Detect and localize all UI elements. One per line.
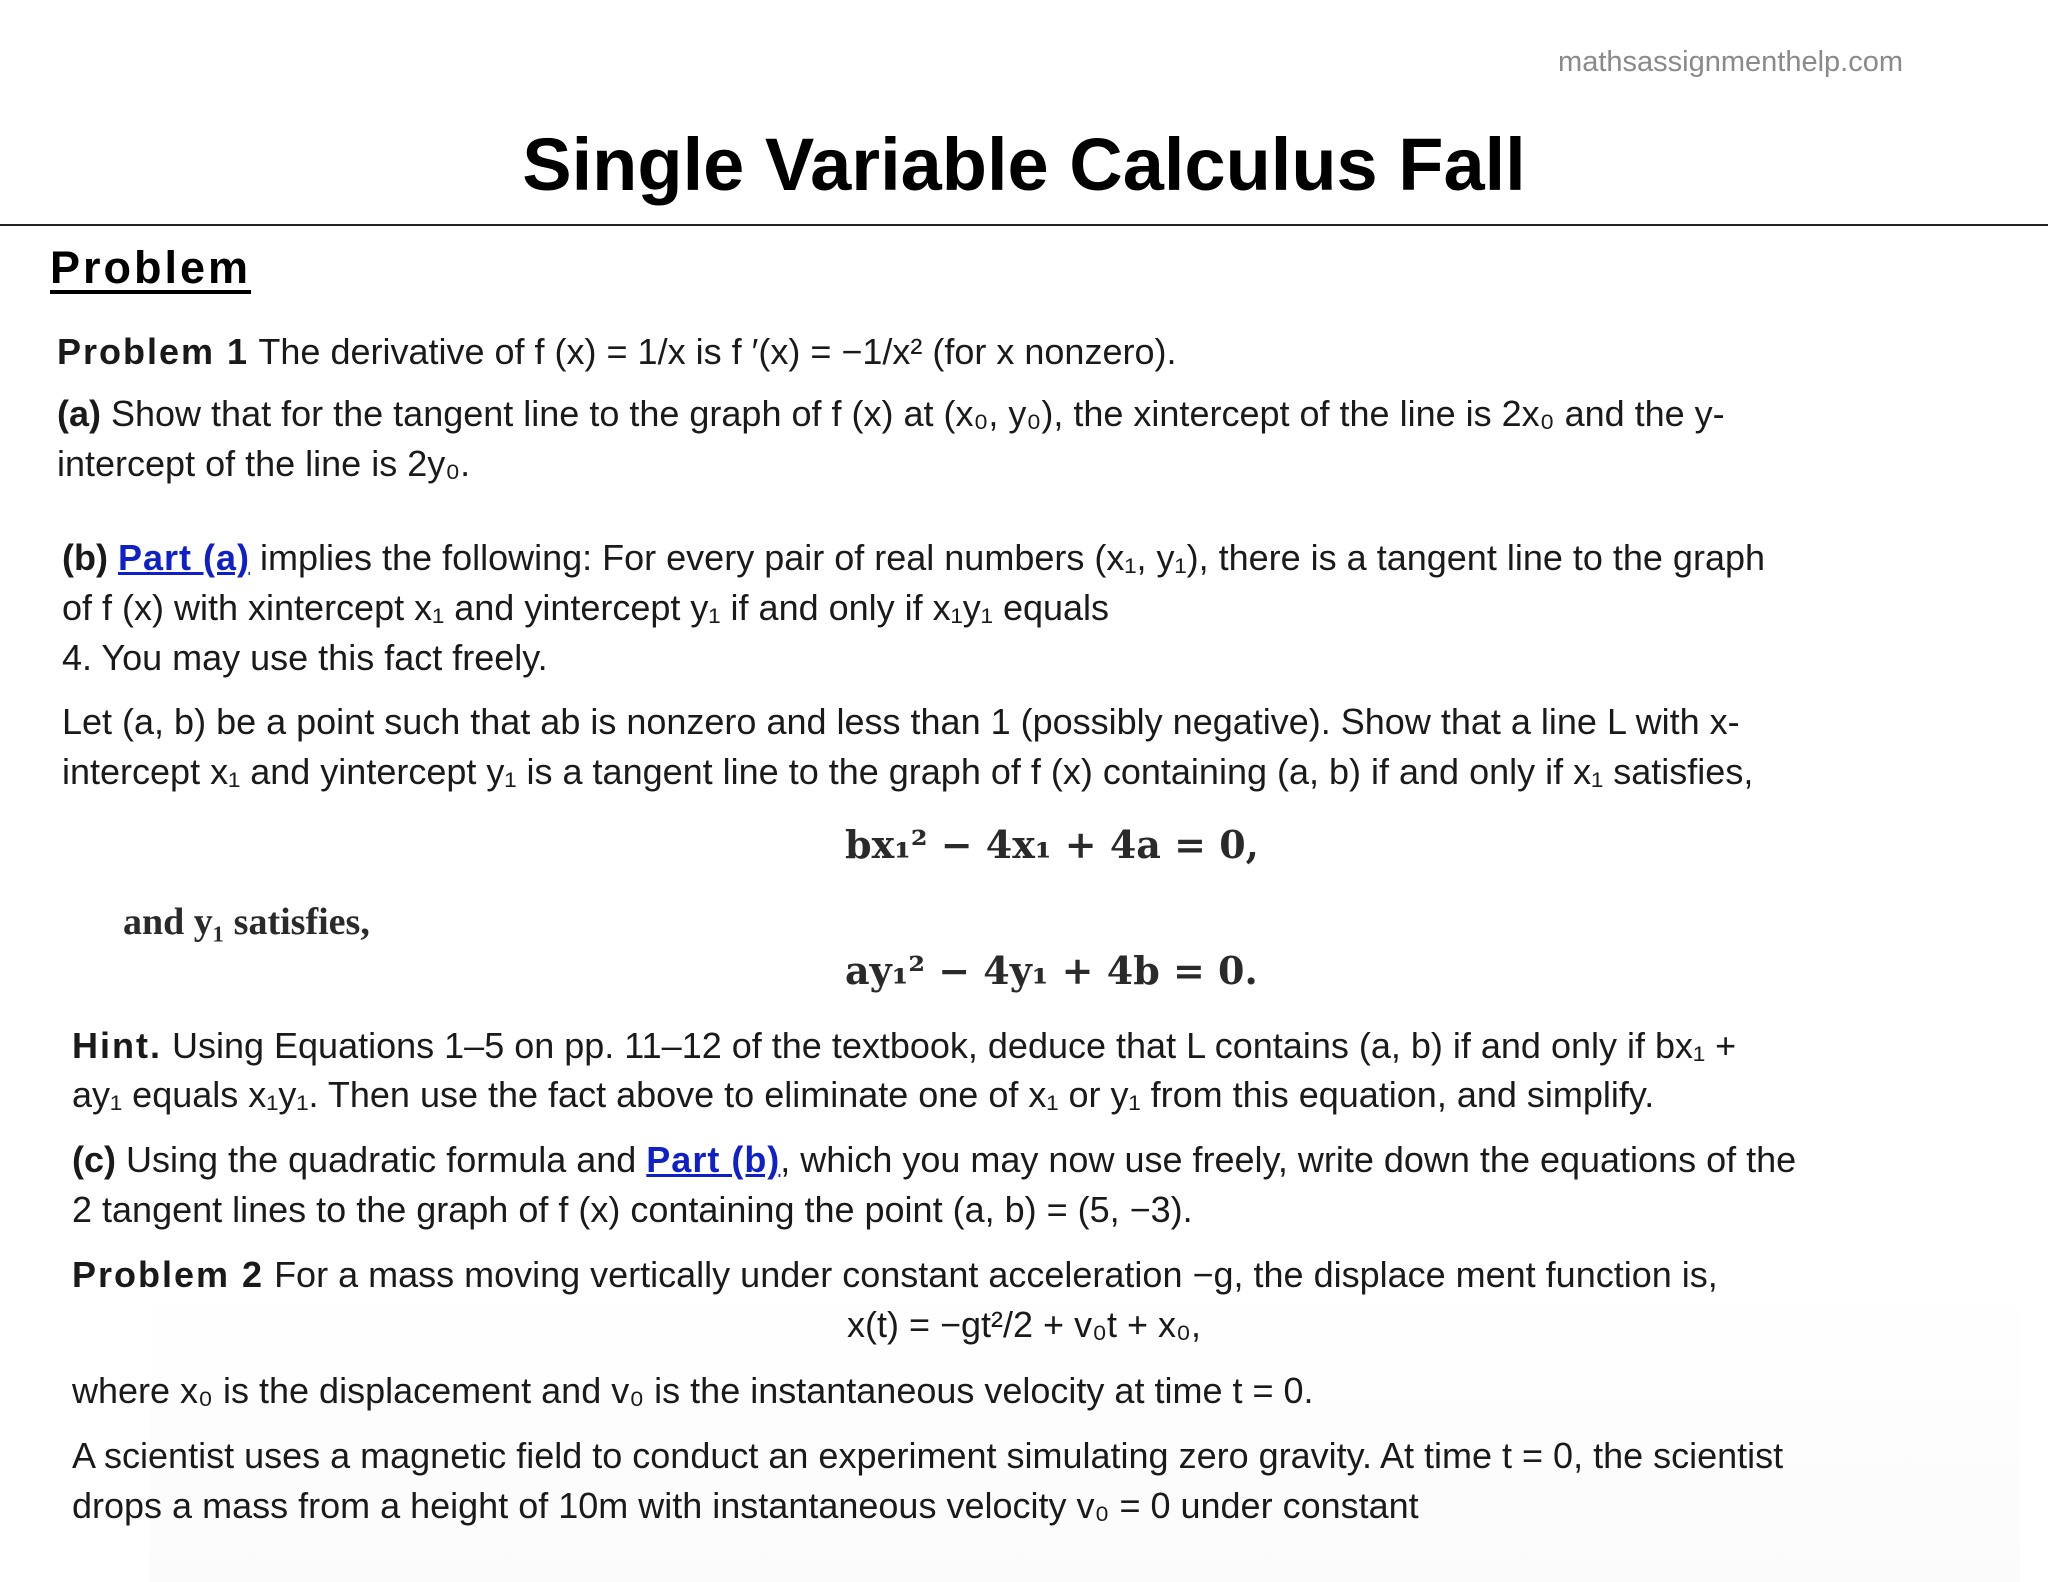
part-c-label: (c) (72, 1139, 116, 1180)
part-b-link[interactable]: Part (b) (646, 1139, 781, 1180)
part-b-label: (b) (62, 537, 118, 578)
part-c-line-2: 2 tangent lines to the graph of f (x) containing the point (a, b) = (5, −3). (72, 1189, 1193, 1230)
scientist-line-1: A scientist uses a magnetic field to conduct an experiment simulating zero gravity. At time t = 0, the scientist (72, 1435, 1784, 1476)
problem-2-text: For a mass moving vertically under constant acceleration −g, the displace ment function is, (264, 1254, 1718, 1295)
equation-y1: ay₁² − 4y₁ + 4b = 0. (845, 948, 1258, 993)
title-divider (0, 224, 2048, 226)
part-a-text-1: Show that for the tangent line to the graph of f (x) at (x₀, y₀), the xintercept of the line is 2x₀ and the y- (101, 393, 1725, 434)
problem-1-line (57, 328, 1176, 376)
hint-line-2: ay₁ equals x₁y₁. Then use the fact above to eliminate one of x₁ or y₁ from this equation, and simplify. (72, 1074, 1655, 1115)
problem-1-label: Problem 1 (57, 331, 250, 372)
scientist-line-2: drops a mass from a height of 10m with instantaneous velocity v₀ = 0 under constant (72, 1485, 1419, 1526)
equation-x1: bx₁² − 4x₁ + 4a = 0, (845, 822, 1259, 867)
watermark: mathsassignmenthelp.com (1558, 46, 1903, 78)
hint-text-1: Using Equations 1–5 on pp. 11–12 of the textbook, deduce that L contains (a, b) if and only if bx₁ + (161, 1025, 1737, 1066)
and-y1-text: and y₁ satisfies, (123, 901, 370, 943)
where-line: where x₀ is the displacement and v₀ is the instantaneous velocity at time t = 0. (72, 1370, 1314, 1411)
part-b-line-2: of f (x) with xintercept x₁ and yintercept y₁ if and only if x₁y₁ equals (62, 587, 1110, 628)
hint-label: Hint. (72, 1025, 162, 1066)
problem-2-line (72, 1251, 1718, 1299)
part-c-post: , which you may now use freely, write down the equations of the (780, 1139, 1797, 1180)
part-a-line-1 (57, 390, 1725, 438)
displacement-equation: x(t) = −gt²/2 + v₀t + x₀, (846, 1304, 1201, 1345)
let-line-2: intercept x₁ and yintercept y₁ is a tangent line to the graph of f (x) containing (a, b) if and only if x₁ satisfies, (62, 751, 1754, 792)
problem-2-label: Problem 2 (72, 1254, 265, 1295)
part-b-line-1 (62, 534, 1765, 582)
part-c-line-1 (72, 1136, 1796, 1184)
problem-1-text: The derivative of f (x) = 1/x is f ′(x) = −1/x² (for x nonzero). (249, 331, 1177, 372)
part-b-line-3: 4. You may use this fact freely. (62, 637, 548, 678)
part-b-text-1: implies the following: For every pair of real numbers (x₁, y₁), there is a tangent line to the graph (250, 537, 1766, 578)
part-a-label: (a) (57, 393, 101, 434)
hint-line-1 (72, 1022, 1736, 1070)
section-heading: Problem (50, 242, 252, 293)
page-title: Single Variable Calculus Fall (522, 123, 1526, 206)
part-c-pre: Using the quadratic formula and (116, 1139, 647, 1180)
part-a-link[interactable]: Part (a) (117, 537, 250, 578)
part-a-line-2: intercept of the line is 2y₀. (57, 443, 471, 484)
let-line-1: Let (a, b) be a point such that ab is nonzero and less than 1 (possibly negative). Show that a line L with x- (62, 701, 1740, 742)
